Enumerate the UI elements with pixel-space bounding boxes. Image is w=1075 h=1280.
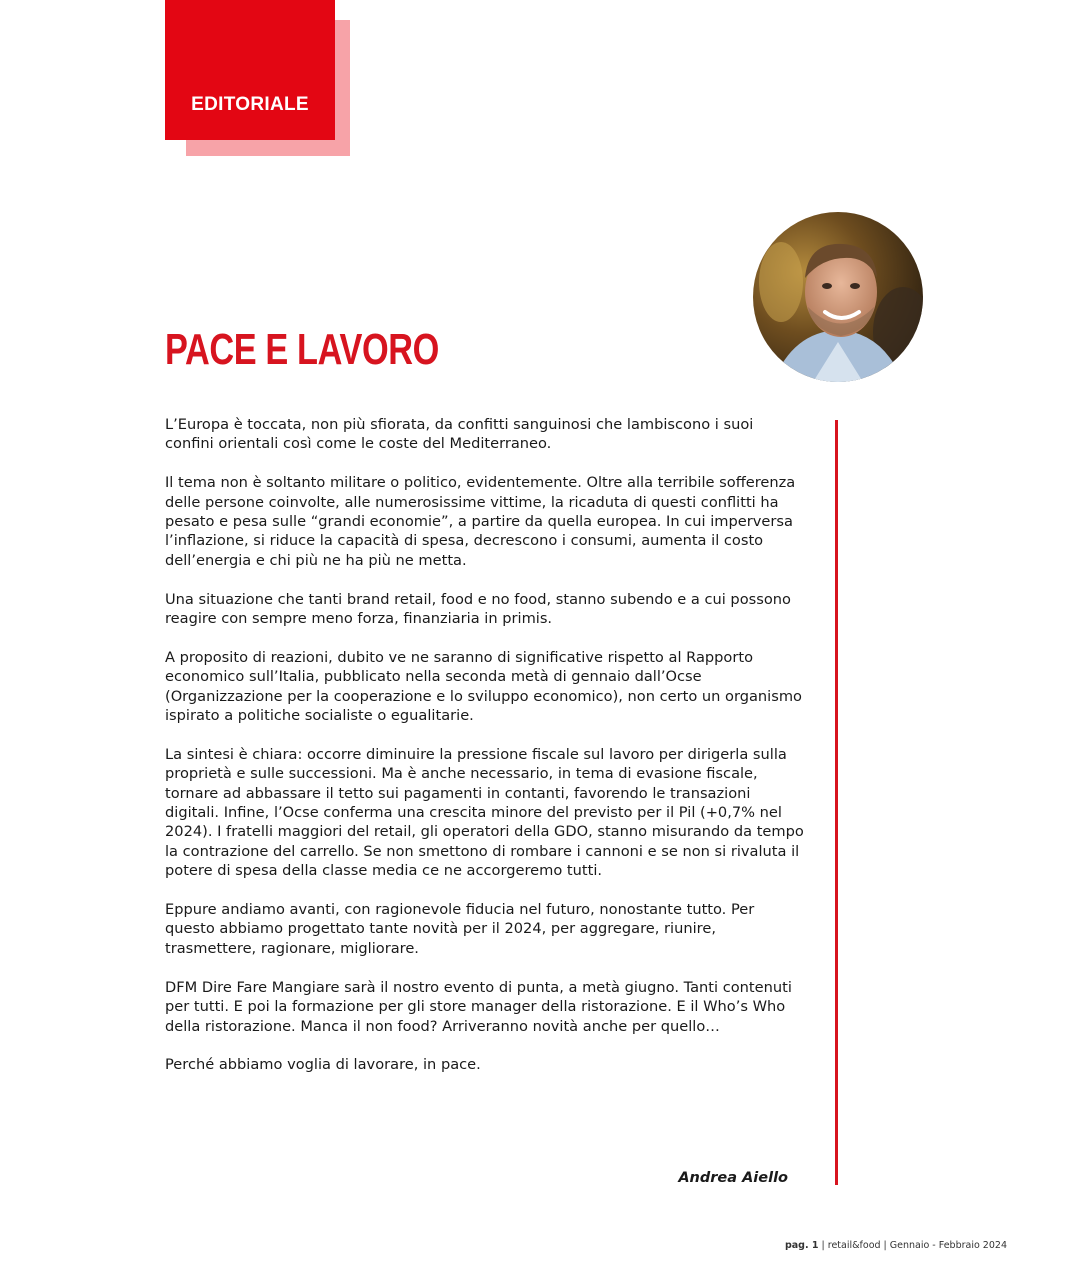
page-title: PACE E LAVORO (165, 325, 439, 374)
article-paragraph: Perché abbiamo voglia di lavorare, in pace. (165, 1056, 481, 1074)
article-paragraph: Una situazione che tanti brand retail, food e no food, stanno subendo e a cui possono reagire con sempre meno forza, finanziaria in primis. (165, 590, 791, 628)
section-tag-label: EDITORIALE (191, 94, 309, 115)
article-paragraph: DFM Dire Fare Mangiare sarà il nostro evento di punta, a metà giugno. Tanti contenuti per tutti. E poi la formazione per gli store manager della ristorazione. E il Who’s Who della ristorazione. Manca il non food? Arriveranno novità anche per quello… (165, 978, 792, 1035)
vertical-divider (835, 420, 838, 1185)
page-number: pag. 1 (784, 1240, 819, 1251)
author-portrait-icon (753, 212, 923, 382)
article-paragraph: Eppure andiamo avanti, con ragionevole fiducia nel futuro, nonostante tutto. Per questo abbiamo progettato tante novità per il 2024, per aggregare, riunire, trasmettere, ragionare, migliorare. (165, 901, 755, 957)
section-tag (165, 0, 335, 140)
author-signature: Andrea Aiello (678, 1170, 788, 1186)
publication-info: | retail&food | Gennaio - Febbraio 2024 (818, 1240, 1007, 1251)
article-paragraph: La sintesi è chiara: occorre diminuire la pressione fiscale sul lavoro per dirigerla sulla proprietà e sulle successioni. Ma è anche necessario, in tema di evasione fiscale, tornare ad abbassare il tetto sui pagamenti in contanti, favorendo le transazioni digitali. Infine, l’Ocse conferma una crescita minore del previsto per il Pil (+0,7% nel 2024). I fratelli maggiori del retail, gli operatori della GDO, stanno misurando da tempo la contrazione del carrello. Se non smettono di rombare i cannoni e se non si rivaluta il potere di spesa della classe media ce ne accorgeremo tutti. (165, 745, 804, 880)
article-paragraph: Il tema non è soltanto militare o politico, evidentemente. Oltre alla terribile sofferenza delle persone coinvolte, alle numerosissime vittime, la ricaduta di questi conflitti ha pesato e pesa sulle “grandi economie”, a partire da quella europea. In cui imperversa l’inflazione, si riduce la capacità di spesa, decrescono i consumi, aumenta il costo dell’energia e chi più ne ha più ne metta. (165, 474, 796, 569)
page-footer (785, 1240, 1007, 1251)
author-photo (753, 212, 923, 382)
article-paragraph: A proposito di reazioni, dubito ve ne saranno di significative rispetto al Rapporto economico sull’Italia, pubblicato nella seconda metà di gennaio dall’Ocse (Organizzazione per la cooperazione e lo sviluppo economico), non certo un organismo ispirato a politiche socialiste o egualitarie. (165, 648, 802, 725)
article-paragraph: L’Europa è toccata, non più sfiorata, da confitti sanguinosi che lambiscono i suoi confini orientali così come le coste del Mediterraneo. (165, 416, 754, 453)
article-body (165, 415, 805, 1094)
